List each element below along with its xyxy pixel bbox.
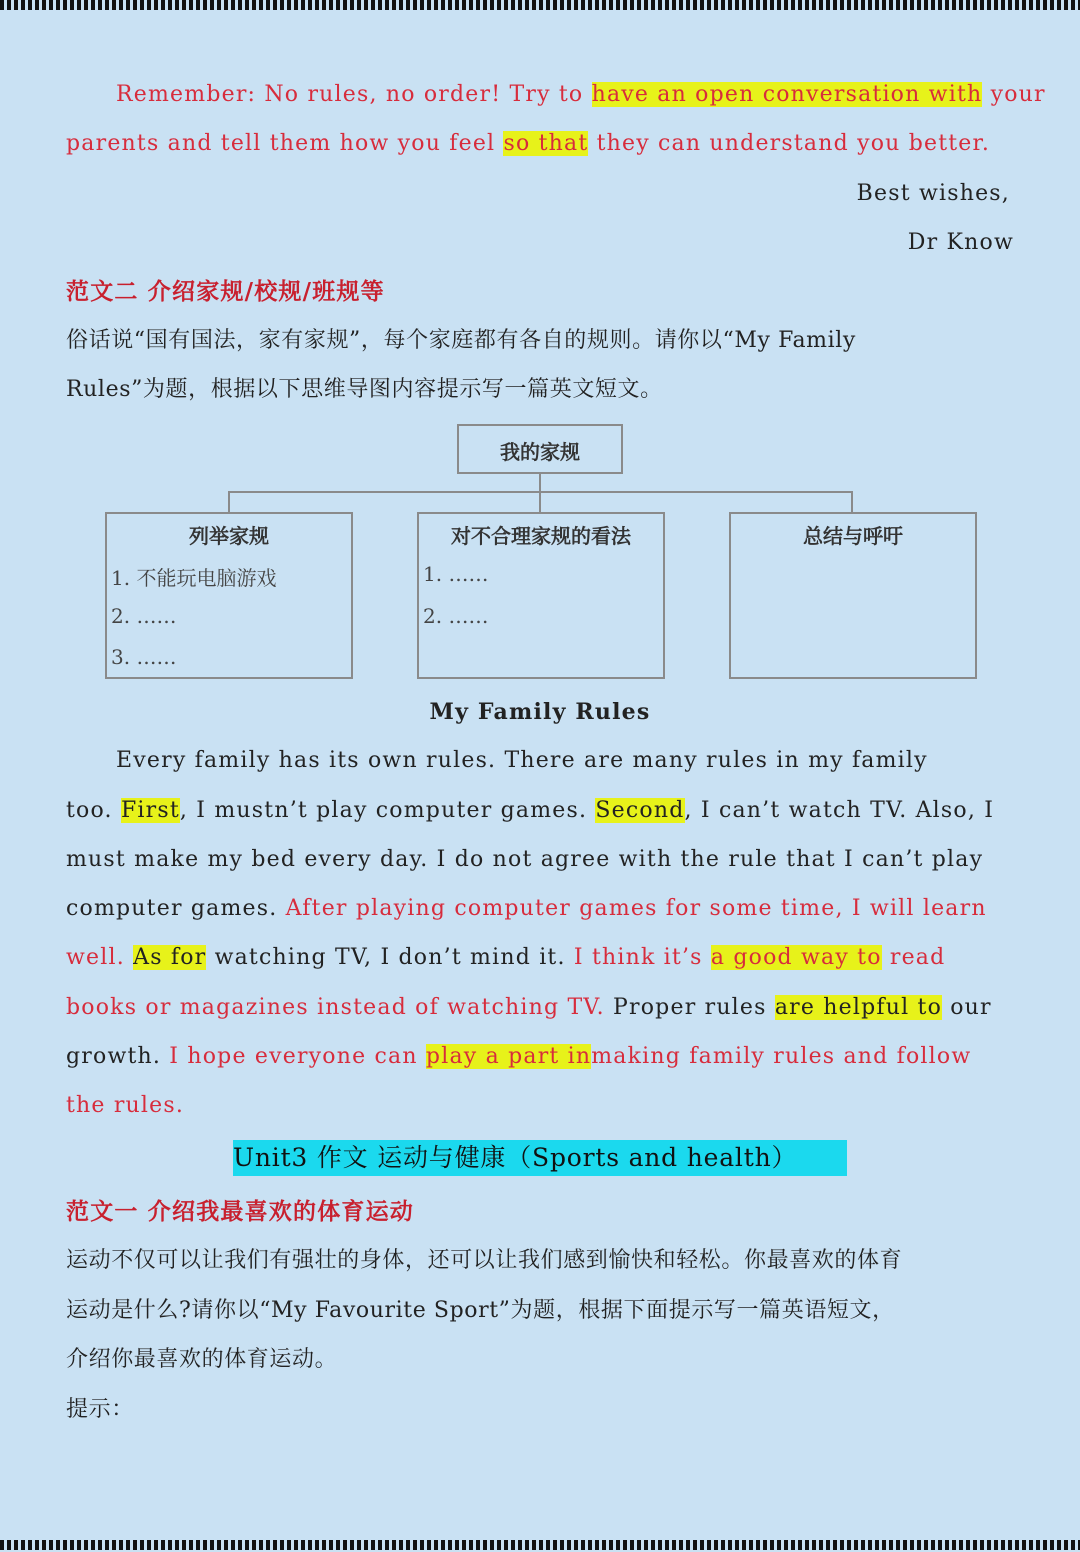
essay-line: [66, 894, 987, 924]
page-border-top: [0, 0, 1080, 10]
essay-line: Every family has its own rules. There are many rules in my family: [116, 748, 928, 773]
letter-text: Remember: No rules, no order! Try to: [116, 82, 592, 107]
essay-line: [66, 1042, 971, 1072]
essay-red-text: I hope everyone can: [169, 1044, 426, 1069]
letter-text: parents and tell them how you feel: [66, 131, 504, 156]
essay-text: too.: [66, 798, 121, 823]
essay-line: must make my bed every day. I do not agree with the rule that I can’t play: [66, 847, 984, 872]
essay-text: our: [942, 995, 992, 1020]
essay-text: growth.: [66, 1044, 170, 1069]
essay-title: My Family Rules: [429, 699, 651, 725]
essay-text: , I mustn’t play computer games.: [179, 798, 596, 823]
connector: [851, 491, 853, 513]
mindmap-root: [457, 424, 623, 474]
essay-red-text: making family rules and follow: [591, 1044, 972, 1069]
letter-line-1: [116, 80, 1046, 110]
essay-line: [66, 993, 992, 1023]
essay-red-text: well.: [66, 945, 134, 970]
essay-line: [66, 796, 994, 826]
branch-item: 1. 不能玩电脑游戏: [111, 566, 277, 590]
essay-text: Proper rules: [604, 995, 775, 1020]
essay-red-text: After playing computer games for some time, I will learn: [285, 896, 987, 921]
prompt-line: 运动是什么?请你以“My Favourite Sport”为题，根据下面提示写一篇英语短文，: [66, 1298, 895, 1323]
letter-text: they can understand you better.: [588, 131, 991, 156]
branch-item: 1. ……: [423, 562, 489, 586]
letter-closing: Best wishes,: [856, 181, 1010, 206]
essay-text: watching TV, I don’t mind it.: [206, 945, 574, 970]
branch-item: 2. ……: [111, 604, 177, 628]
letter-text: your: [982, 82, 1046, 107]
unit-banner: Unit3 作文 运动与健康（Sports and health）: [233, 1140, 847, 1176]
branch-title: 列举家规: [189, 524, 269, 548]
section-heading: 范文一 介绍我最喜欢的体育运动: [66, 1198, 415, 1225]
highlight-phrase: As for: [133, 945, 207, 970]
connector: [228, 491, 230, 513]
mindmap-root-label: 我的家规: [500, 440, 580, 464]
prompt-line: 运动不仅可以让我们有强壮的身体，还可以让我们感到愉快和轻松。你最喜欢的体育: [66, 1248, 903, 1273]
branch-item: 2. ……: [423, 604, 489, 628]
branch-item: 3. ……: [111, 645, 177, 669]
highlight-phrase: so that: [503, 131, 589, 156]
letter-line-2: [66, 129, 990, 159]
highlight-phrase: are helpful to: [774, 995, 943, 1020]
essay-red-text: I think it’s: [573, 945, 711, 970]
prompt-line-1: 俗话说“国有国法，家有家规”，每个家庭都有各自的规则。请你以“My Family: [66, 328, 856, 353]
letter-signature: Dr Know: [907, 230, 1014, 255]
essay-text: , I can’t watch TV. Also, I: [684, 798, 995, 823]
mindmap-branch: [417, 512, 665, 679]
prompt-line: 介绍你最喜欢的体育运动。: [66, 1347, 338, 1372]
highlight-phrase: have an open conversation with: [591, 82, 983, 107]
prompt-line-2: Rules”为题，根据以下思维导图内容提示写一篇英文短文。: [66, 377, 663, 402]
highlight-phrase: play a part in: [425, 1044, 592, 1069]
highlight-phrase: Second: [595, 798, 685, 823]
page-border-bottom: [0, 1540, 1080, 1550]
hint-label: 提示：: [66, 1397, 134, 1422]
essay-red-text: read: [881, 945, 946, 970]
mindmap-branch: [105, 512, 353, 679]
highlight-phrase: a good way to: [710, 945, 882, 970]
section-heading: 范文二 介绍家规/校规/班规等: [66, 278, 385, 305]
branch-title: 对不合理家规的看法: [451, 524, 631, 548]
essay-red-text: books or magazines instead of watching TV.: [66, 995, 605, 1020]
connector: [539, 491, 541, 513]
mindmap-branch: [729, 512, 977, 679]
branch-title: 总结与呼吁: [803, 524, 903, 548]
connector: [539, 472, 541, 492]
essay-line: the rules.: [66, 1093, 185, 1118]
essay-text: computer games.: [66, 896, 286, 921]
essay-line: [66, 943, 945, 973]
highlight-phrase: First: [120, 798, 180, 823]
